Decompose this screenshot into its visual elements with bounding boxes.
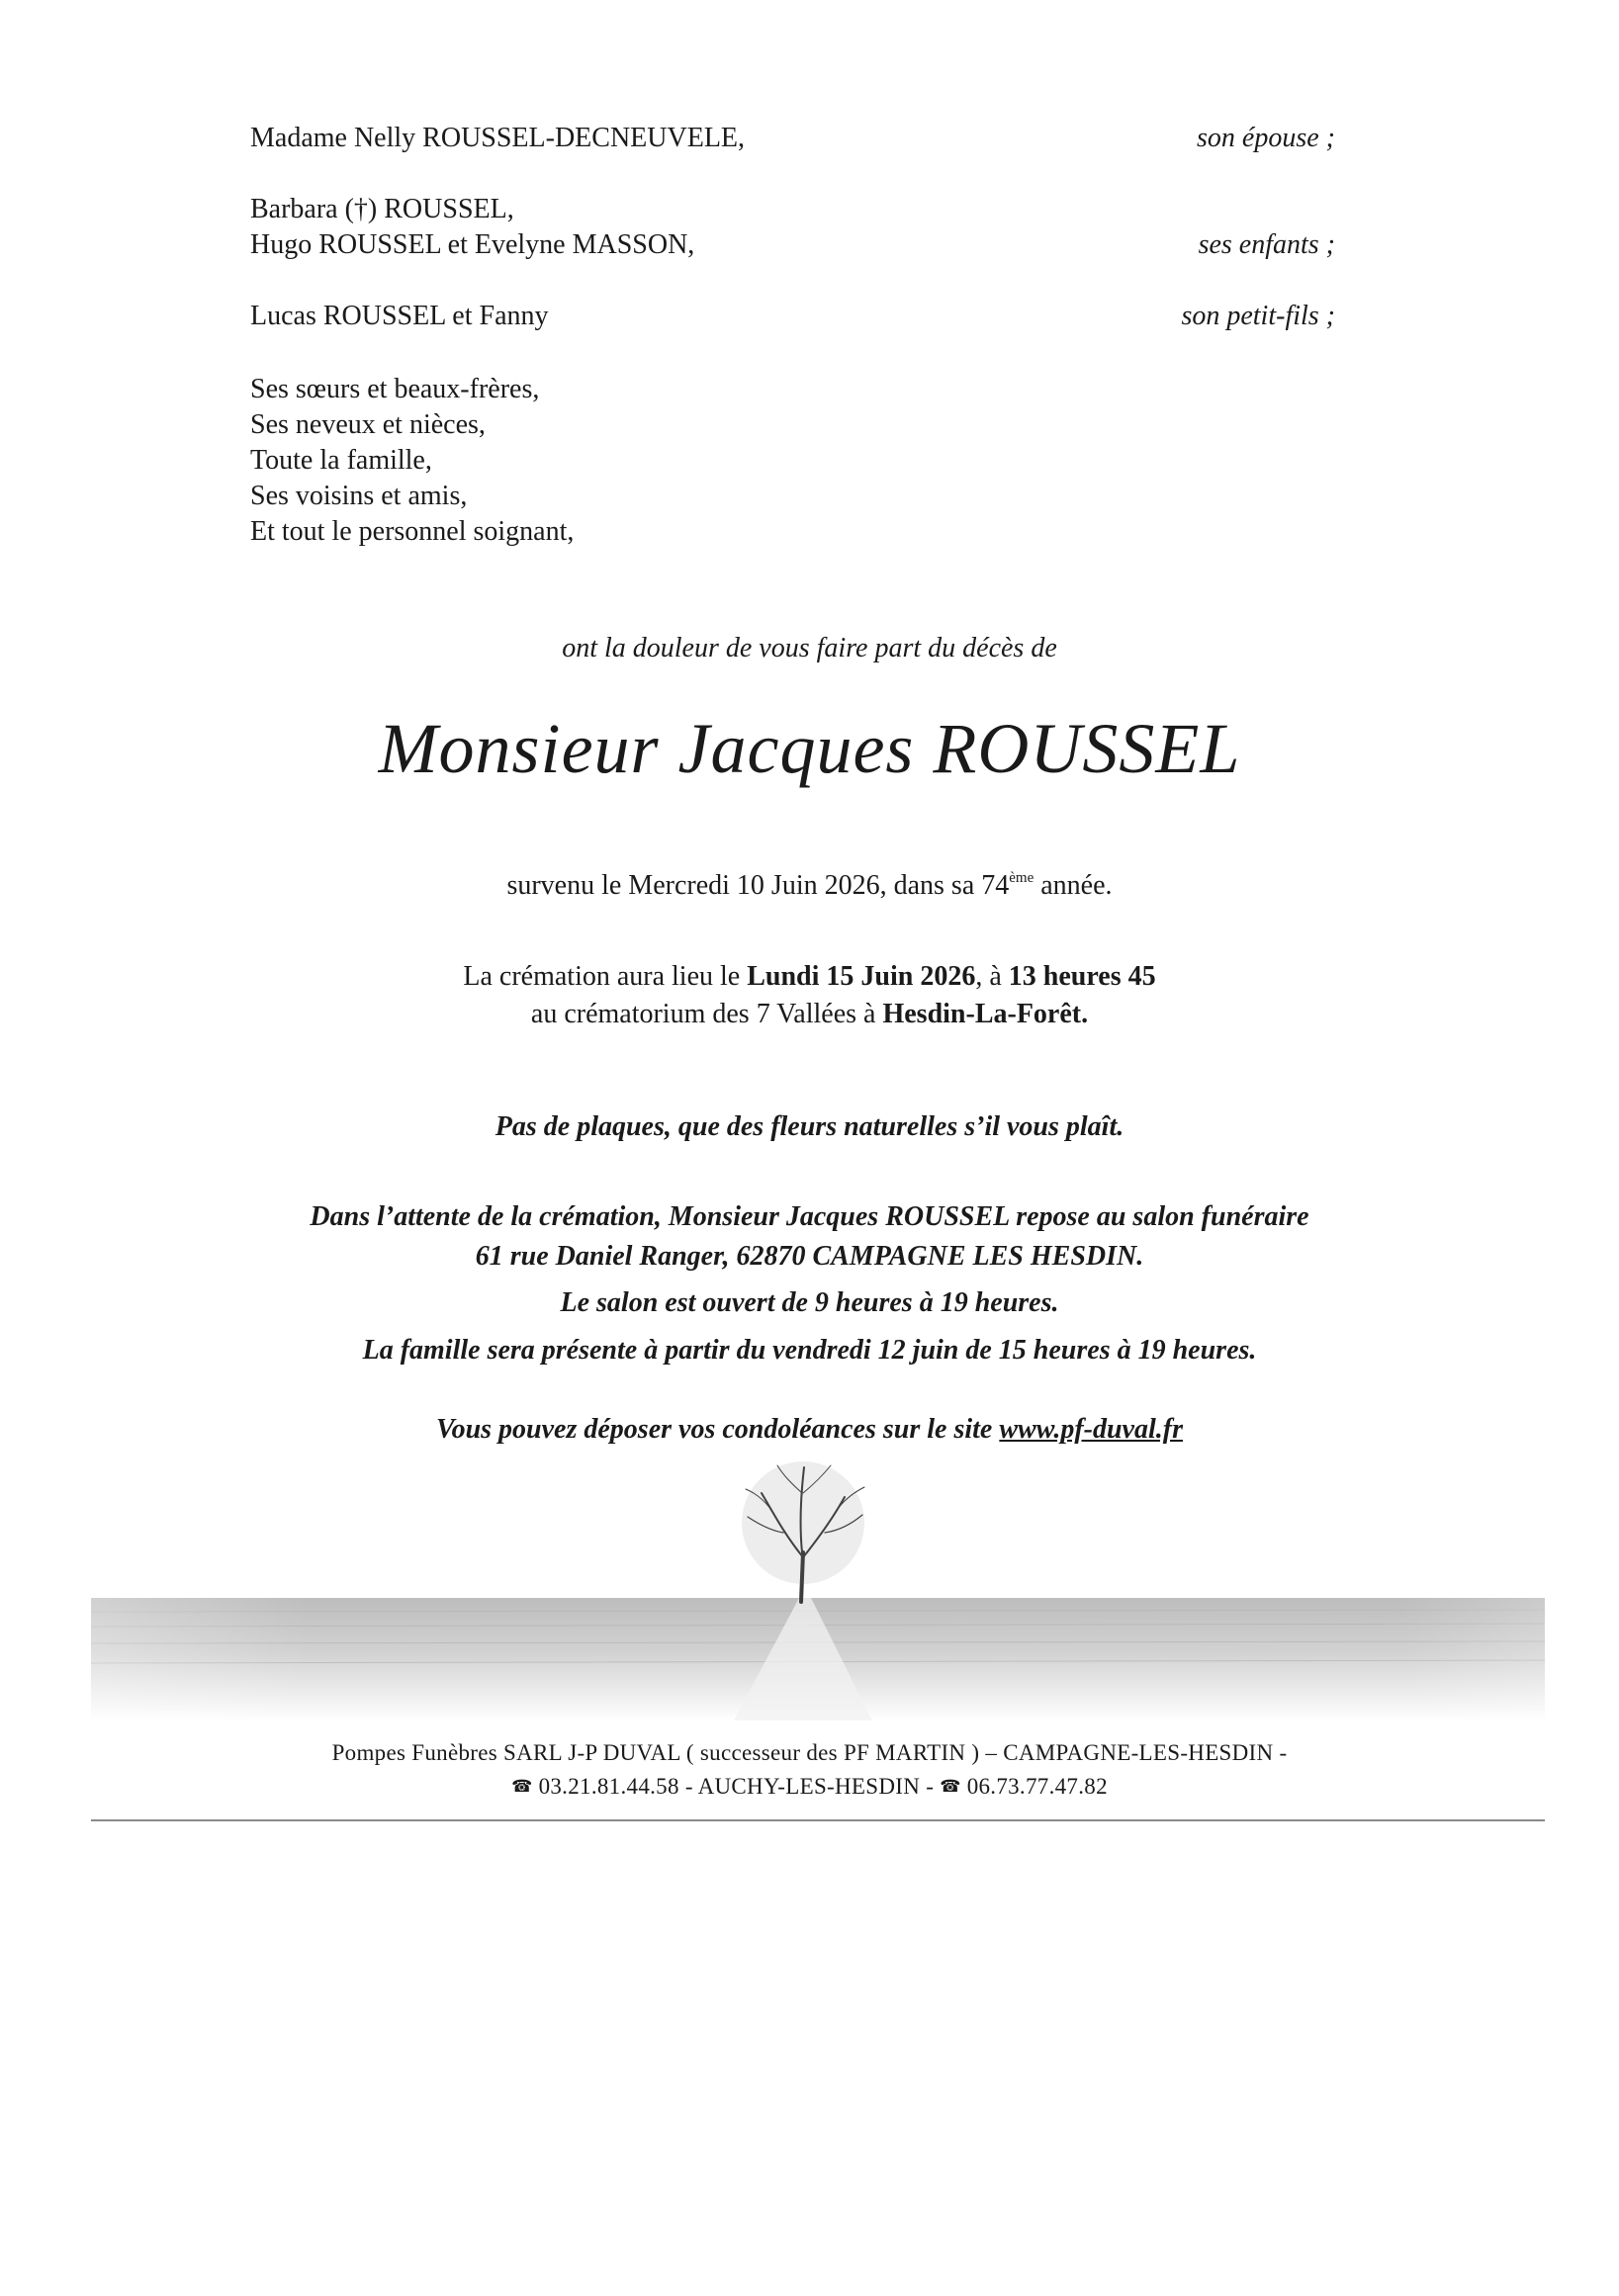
others-line-4: Ses voisins et amis, (250, 481, 468, 511)
death-date-text: survenu le Mercredi 10 Juin 2026, dans sa 74 (506, 870, 1010, 901)
grandchild-relation: son petit-fils ; (1181, 301, 1335, 331)
footer-phone-1: 03.21.81.44.58 (538, 1774, 679, 1799)
death-date (0, 870, 1619, 902)
others-line-2: Ses neveux et nièces, (250, 409, 486, 440)
phone-icon: ☎ (511, 1777, 533, 1796)
footer-line-2 (0, 1774, 1619, 1800)
landscape-tree-image (91, 1454, 1545, 1721)
children-line-2: Hugo ROUSSEL et Evelyne MASSON, (250, 229, 695, 260)
spouse-name: Madame Nelly ROUSSEL-DECNEUVELE, (250, 123, 746, 153)
phone-icon-2: ☎ (940, 1777, 961, 1796)
others-line-5: Et tout le personnel soignant, (250, 516, 575, 547)
salon-hours: Le salon est ouvert de 9 heures à 19 heures. (560, 1287, 1059, 1318)
death-date-end: année. (1034, 870, 1113, 901)
condolences-text: Vous pouvez déposer vos condoléances sur le site (436, 1414, 1000, 1445)
cremation-line-1 (0, 961, 1619, 993)
children-line-1: Barbara (†) ROUSSEL, (250, 194, 514, 224)
flowers-note: Pas de plaques, que des fleurs naturelles s’il vous plaît. (495, 1111, 1124, 1142)
others-line-1: Ses sœurs et beaux-frères, (250, 374, 540, 404)
footer-line-1: Pompes Funèbres SARL J-P DUVAL ( successeur des PF MARTIN ) – CAMPAGNE-LES-HESDIN - (331, 1740, 1288, 1765)
children-relation: ses enfants ; (1198, 229, 1335, 260)
family-presence: La famille sera présente à partir du vendredi 12 juin de 15 heures à 19 heures. (362, 1335, 1257, 1366)
cremation-place: Hesdin-La-Forêt. (882, 999, 1089, 1029)
tree-crown (742, 1461, 864, 1584)
footer-town: - AUCHY-LES-HESDIN - (678, 1774, 941, 1799)
footer-divider (91, 1819, 1545, 1821)
cremation-time: 13 heures 45 (1008, 961, 1156, 992)
cremation-sep: , à (975, 961, 1009, 992)
salon-line-1: Dans l’attente de la crémation, Monsieur Jacques ROUSSEL repose au salon funéraire (310, 1201, 1309, 1232)
spouse-relation: son épouse ; (1197, 123, 1335, 153)
deceased-name: Monsieur Jacques ROUSSEL (378, 709, 1241, 788)
cremation-place-text: au crématorium des 7 Vallées à (530, 999, 883, 1029)
cremation-line-2 (0, 999, 1619, 1030)
cremation-date: Lundi 15 Juin 2026 (747, 961, 976, 992)
others-line-3: Toute la famille, (250, 445, 432, 476)
salon-address: 61 rue Daniel Ranger, 62870 CAMPAGNE LES HESDIN. (475, 1241, 1144, 1272)
grandchild-name: Lucas ROUSSEL et Fanny (250, 301, 549, 331)
announcement-text: ont la douleur de vous faire part du décès de (562, 633, 1057, 663)
cremation-text: La crémation aura lieu le (463, 961, 748, 992)
ordinal-suffix: ème (1009, 870, 1034, 886)
condolences-link[interactable]: www.pf-duval.fr (999, 1414, 1183, 1445)
condolences-line (0, 1414, 1619, 1446)
footer-phone-2: 06.73.77.47.82 (966, 1774, 1108, 1799)
